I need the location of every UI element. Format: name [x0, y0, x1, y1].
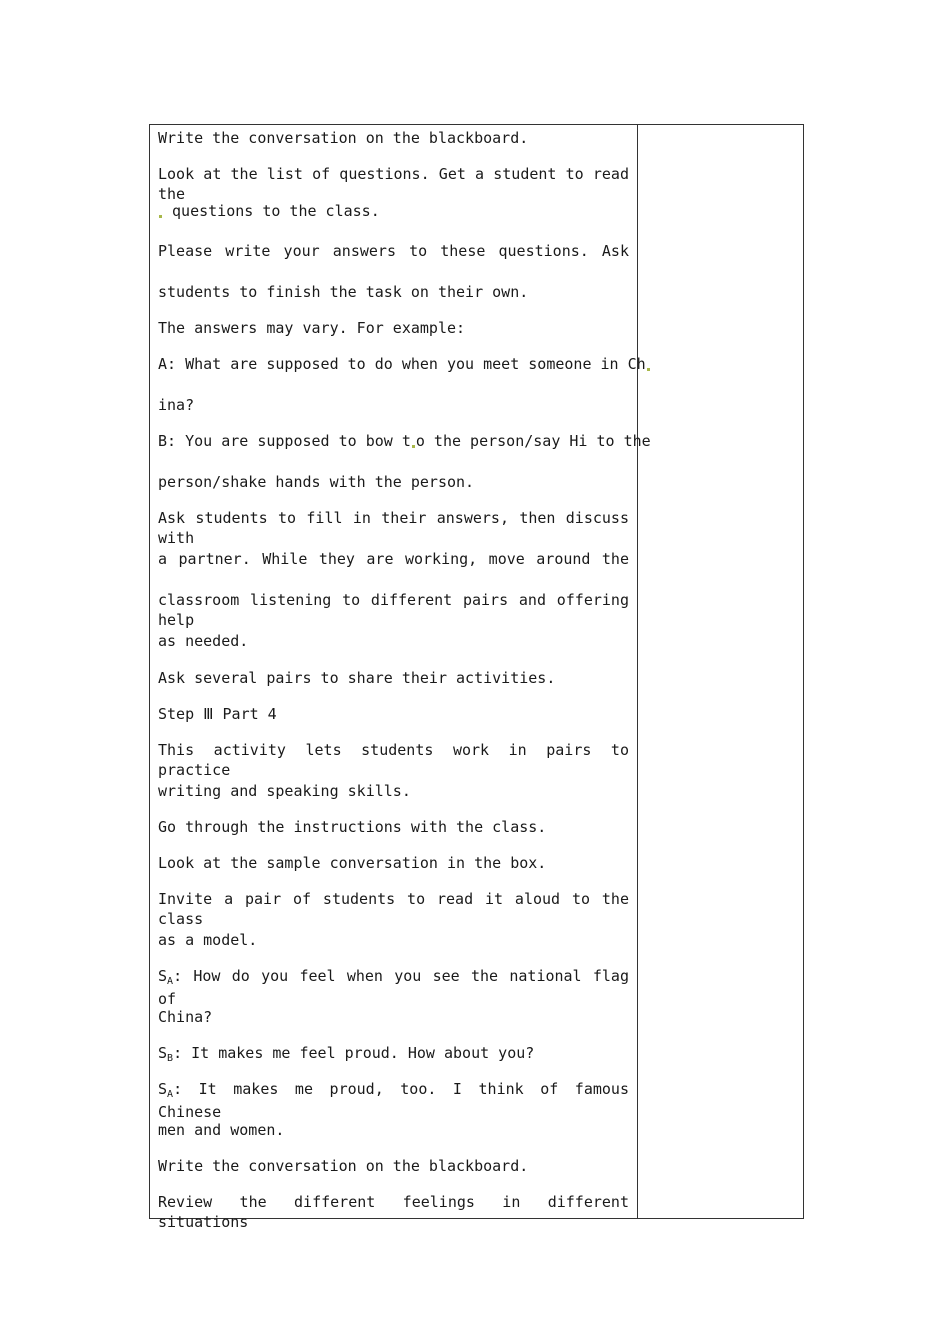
text-line: Please write your answers to these questions. Ask — [158, 242, 629, 260]
text-line: Look at the sample conversation in the box. — [158, 854, 547, 872]
text-line: This activity lets students work in pairs to practice — [158, 741, 629, 779]
annotation-mark — [412, 445, 415, 448]
text-line: questions to the class. — [158, 201, 629, 221]
text-line: a partner. While they are working, move around the — [158, 550, 629, 568]
text-line: Ask several pairs to share their activities. — [158, 669, 556, 687]
text-line: A: What are supposed to do when you meet someone in Ch — [158, 354, 629, 374]
dialogue-line: $S_A$: How do you feel when you see the national flag of — [158, 967, 629, 1008]
text-line: writing and speaking skills. — [158, 782, 411, 800]
text-line: as a model. — [158, 931, 258, 949]
text-line: person/shake hands with the person. — [158, 473, 475, 491]
text-line: Ask students to fill in their answers, then discuss with — [158, 509, 629, 547]
text-line: Look at the list of questions. Get a student to read the — [158, 165, 629, 203]
step-heading: Step Ⅲ Part 4 — [158, 705, 277, 723]
text-line: The answers may vary. For example: — [158, 319, 466, 337]
annotation-mark — [159, 215, 162, 218]
text-line: Write the conversation on the blackboard. — [158, 1157, 529, 1175]
text-line: B: You are supposed to bow t o the person/say Hi to the — [158, 432, 651, 450]
text-line: students to finish the task on their own. — [158, 283, 529, 301]
text-line: classroom listening to different pairs and offering help — [158, 591, 629, 629]
text-line: Invite a pair of students to read it aloud to the class — [158, 890, 629, 928]
dialogue-line: $S_B$: It makes me feel proud. How about you? — [158, 1044, 535, 1064]
column-divider — [637, 124, 638, 1219]
dialogue-line: men and women. — [158, 1121, 285, 1139]
dialogue-line: $S_A$: It makes me proud, too. I think of famous Chinese — [158, 1080, 629, 1121]
text-line: Review the different feelings in different situations — [158, 1193, 629, 1231]
annotation-mark — [647, 368, 650, 371]
text-line: ina? — [158, 396, 195, 414]
text-line: Go through the instructions with the class. — [158, 818, 547, 836]
text-line: as needed. — [158, 632, 249, 650]
text-line: Write the conversation on the blackboard. — [158, 129, 529, 147]
dialogue-line: China? — [158, 1008, 213, 1026]
